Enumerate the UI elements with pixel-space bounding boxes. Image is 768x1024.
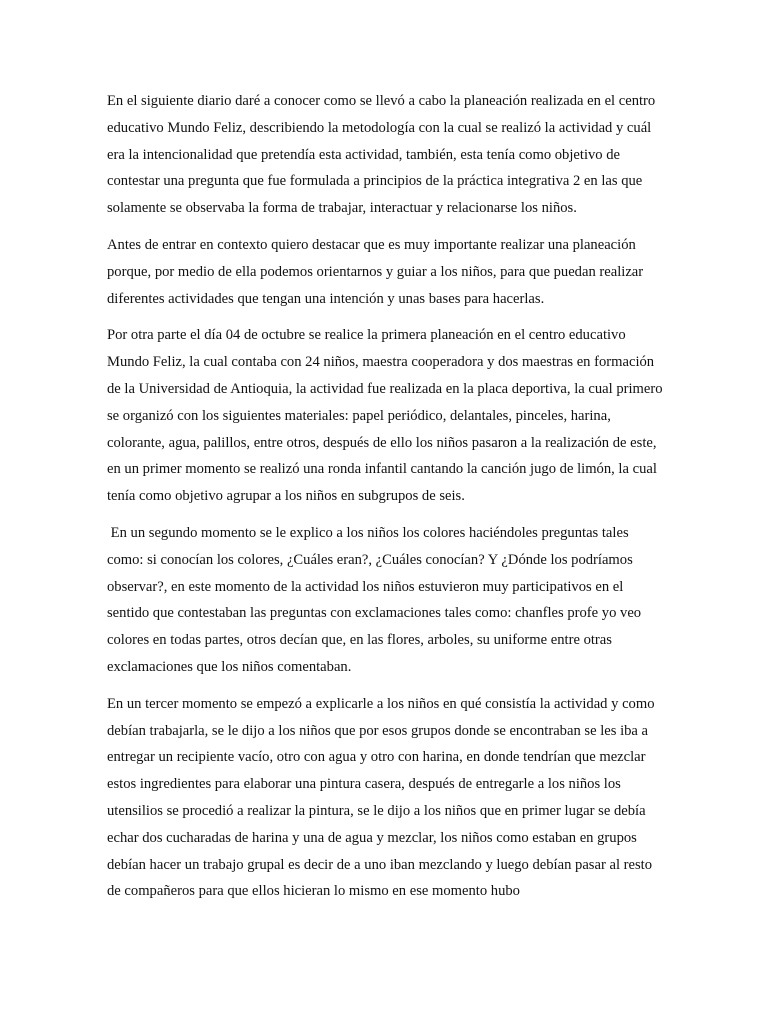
document-body <box>107 88 663 915</box>
paragraph-4: En un segundo momento se le explico a los niños los colores haciéndoles preguntas tales como: si conocían los colores, ¿Cuáles eran?, ¿Cuáles conocían? Y ¿Dónde los podríamos observar?, en este momento de la actividad los niños estuvieron muy participativos en el sentido que contestaban las preguntas con exclamaciones tales como: chanfles profe yo veo colores en todas partes, otros decían que, en las flores, arboles, su uniforme entre otras exclamaciones que los niños comentaban. <box>107 524 645 675</box>
paragraph-2: Antes de entrar en contexto quiero destacar que es muy importante realizar una planeación porque, por medio de ella podemos orientarnos y guiar a los niños, para que puedan realizar diferentes actividades que tengan una intención y unas bases para hacerlas. <box>107 236 644 307</box>
paragraph-1: En el siguiente diario daré a conocer como se llevó a cabo la planeación realizada en el centro educativo Mundo Feliz, describiendo la metodología con la cual se realizó la actividad y cuál era la intencionalidad que pretendía esta actividad, también, esta tenía como objetivo de contestar una pregunta que fue formulada a principios de la práctica integrativa 2 en las que solamente se observaba la forma de trabajar, interactuar y relacionarse los niños. <box>107 93 656 217</box>
paragraph-5: En un tercer momento se empezó a explicarle a los niños en qué consistía la actividad y como debían trabajarla, se le dijo a los niños que por esos grupos donde se encontraban se les iba a entregar un recipiente vacío, otro con agua y otro con harina, en donde tendrían que mezclar estos ingredientes para elaborar una pintura casera, después de entregarle a los niños los utensilios se procedió a realizar la pintura, se le dijo a los niños que en primer lugar se debía echar dos cucharadas de harina y una de agua y mezclar, los niños como estaban en grupos debían hacer un trabajo grupal es decir de a uno iban mezclando y luego debían pasar al resto de compañeros para que ellos hicieran lo mismo en ese momento hubo <box>107 695 655 900</box>
paragraph-3: Por otra parte el día 04 de octubre se realice la primera planeación en el centro educativo Mundo Feliz, la cual contaba con 24 niños, maestra cooperadora y dos maestras en formación de la Universidad de Antioquia, la actividad fue realizada en la placa deportiva, la cual primero se organizó con los siguientes materiales: papel periódico, delantales, pinceles, harina, colorante, agua, palillos, entre otros, después de ello los niños pasaron a la realización de este, en un primer momento se realizó una ronda infantil cantando la canción jugo de limón, la cual tenía como objetivo agrupar a los niños en subgrupos de seis. <box>107 327 663 505</box>
